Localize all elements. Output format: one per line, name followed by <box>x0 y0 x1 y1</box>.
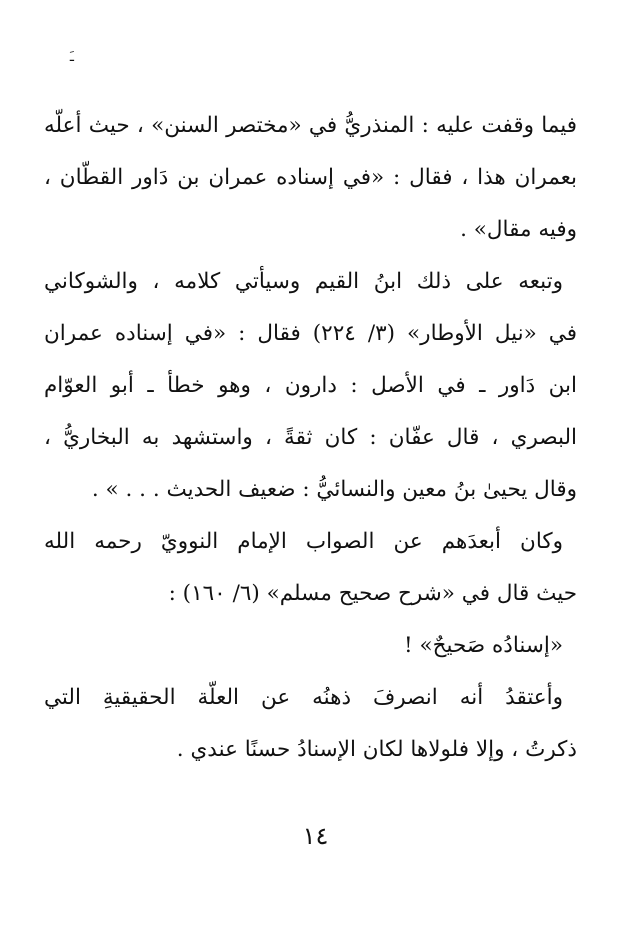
text-line: في «نيل الأوطار» (٣/ ٢٢٤) فقال : «في إسناده عمران <box>44 321 577 346</box>
text-line: بعمران هذا ، فقال : «في إسناده عمران بن دَاور القطّان ، <box>44 165 577 190</box>
paragraph-first-line: وتبعه على ذلك ابنُ القيم وسيأتي كلامه ، والشوكاني <box>44 269 563 294</box>
quotation-line: «إسنادُه صَحيحٌ» ! <box>404 633 563 658</box>
text-line: وفيه مقال» . <box>460 217 577 242</box>
text-line: حيث قال في «شرح صحيح مسلم» (٦/ ١٦٠) : <box>168 581 577 606</box>
text-line: البصري ، قال عفّان : كان ثقةً ، واستشهد به البخاريُّ ، <box>44 425 577 450</box>
corner-mark: ـَ <box>69 49 74 65</box>
paragraph-first-line: وأعتقدُ أنه انصرفَ ذهنُه عن العلّة الحقيقيةِ التي <box>44 685 563 710</box>
text-line: وقال يحيىٰ بنُ معين والنسائيُّ : ضعيف الحديث . . . » . <box>91 477 577 502</box>
page-number: ١٤ <box>302 822 329 850</box>
paragraph-first-line: وكان أبعدَهم عن الصواب الإمام النوويّ رحمه الله <box>44 529 563 554</box>
body-text <box>44 100 577 776</box>
text-line: ذكرتُ ، وإلا فلولاها لكان الإسنادُ حسنًا عندي . <box>176 737 577 762</box>
text-line: فيما وقفت عليه : المنذريُّ في «مختصر السنن» ، حيث أعلّه <box>44 113 577 138</box>
text-line: ابن دَاور ـ في الأصل : دارون ، وهو خطأ ـ أبو العوّام <box>44 373 577 398</box>
